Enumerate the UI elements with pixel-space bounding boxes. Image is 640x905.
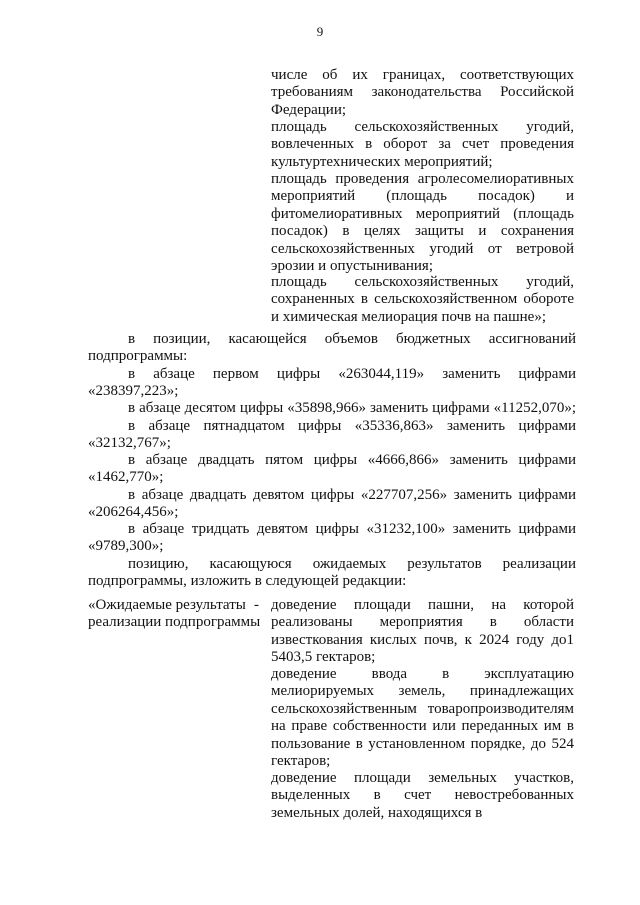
table-row-label: «Ожидаемые результаты реализации подпрограммы (88, 597, 261, 631)
indicator-paragraph: площадь проведения агролесомелиоративных мероприятий (площадь посадок) и фитомелиоративных мероприятий (площадь посадок) в целях защиты и сохранения сельскохозяйственных угодий от ветровой эрозии и опустынивания; (271, 171, 574, 275)
indicator-paragraph: площадь сельскохозяйственных угодий, сохраненных в сельскохозяйственном обороте и химическая мелиорация почв на пашне»; (271, 274, 574, 325)
continued-paragraph: числе об их границах, соответствующих требованиям законодательства Российской Федерации; (271, 67, 574, 118)
table-dash: - (254, 597, 259, 613)
amendment-paragraph: в абзаце десятом цифры «35898,966» заменить цифрами «11252,070»; (128, 400, 576, 416)
expected-result-item: доведение площади земельных участков, выделенных в счет невостребованных земельных долей, находящихся в (271, 770, 574, 821)
amendment-paragraph: позицию, касающуюся ожидаемых результатов реализации подпрограммы, изложить в следующей редакции: (88, 556, 576, 590)
page-number: 9 (316, 24, 324, 39)
amendment-paragraph: в абзаце тридцать девятом цифры «31232,100» заменить цифрами «9789,300»; (88, 521, 576, 555)
amendment-paragraph: в абзаце первом цифры «263044,119» заменить цифрами «238397,223»; (88, 366, 576, 400)
amendment-paragraph: в позиции, касающейся объемов бюджетных ассигнований подпрограммы: (88, 331, 576, 365)
amendment-paragraph: в абзаце пятнадцатом цифры «35336,863» заменить цифрами «32132,767»; (88, 418, 576, 452)
indicator-paragraph: площадь сельскохозяйственных угодий, вовлеченных в оборот за счет проведения культуртехнических мероприятий; (271, 119, 574, 170)
amendment-paragraph: в абзаце двадцать пятом цифры «4666,866» заменить цифрами «1462,770»; (88, 452, 576, 486)
expected-result-item: доведение ввода в эксплуатацию мелиорируемых земель, принадлежащих сельскохозяйственным товаропроизводителям на праве собственности или переданных им в пользование в установленном порядке, до 524 гектаров; (271, 666, 574, 770)
expected-result-item: доведение площади пашни, на которой реализованы мероприятия в области известкования кислых почв, к 2024 году до1 5403,5 гектаров; (271, 597, 574, 666)
amendment-paragraph: в абзаце двадцать девятом цифры «227707,256» заменить цифрами «206264,456»; (88, 487, 576, 521)
